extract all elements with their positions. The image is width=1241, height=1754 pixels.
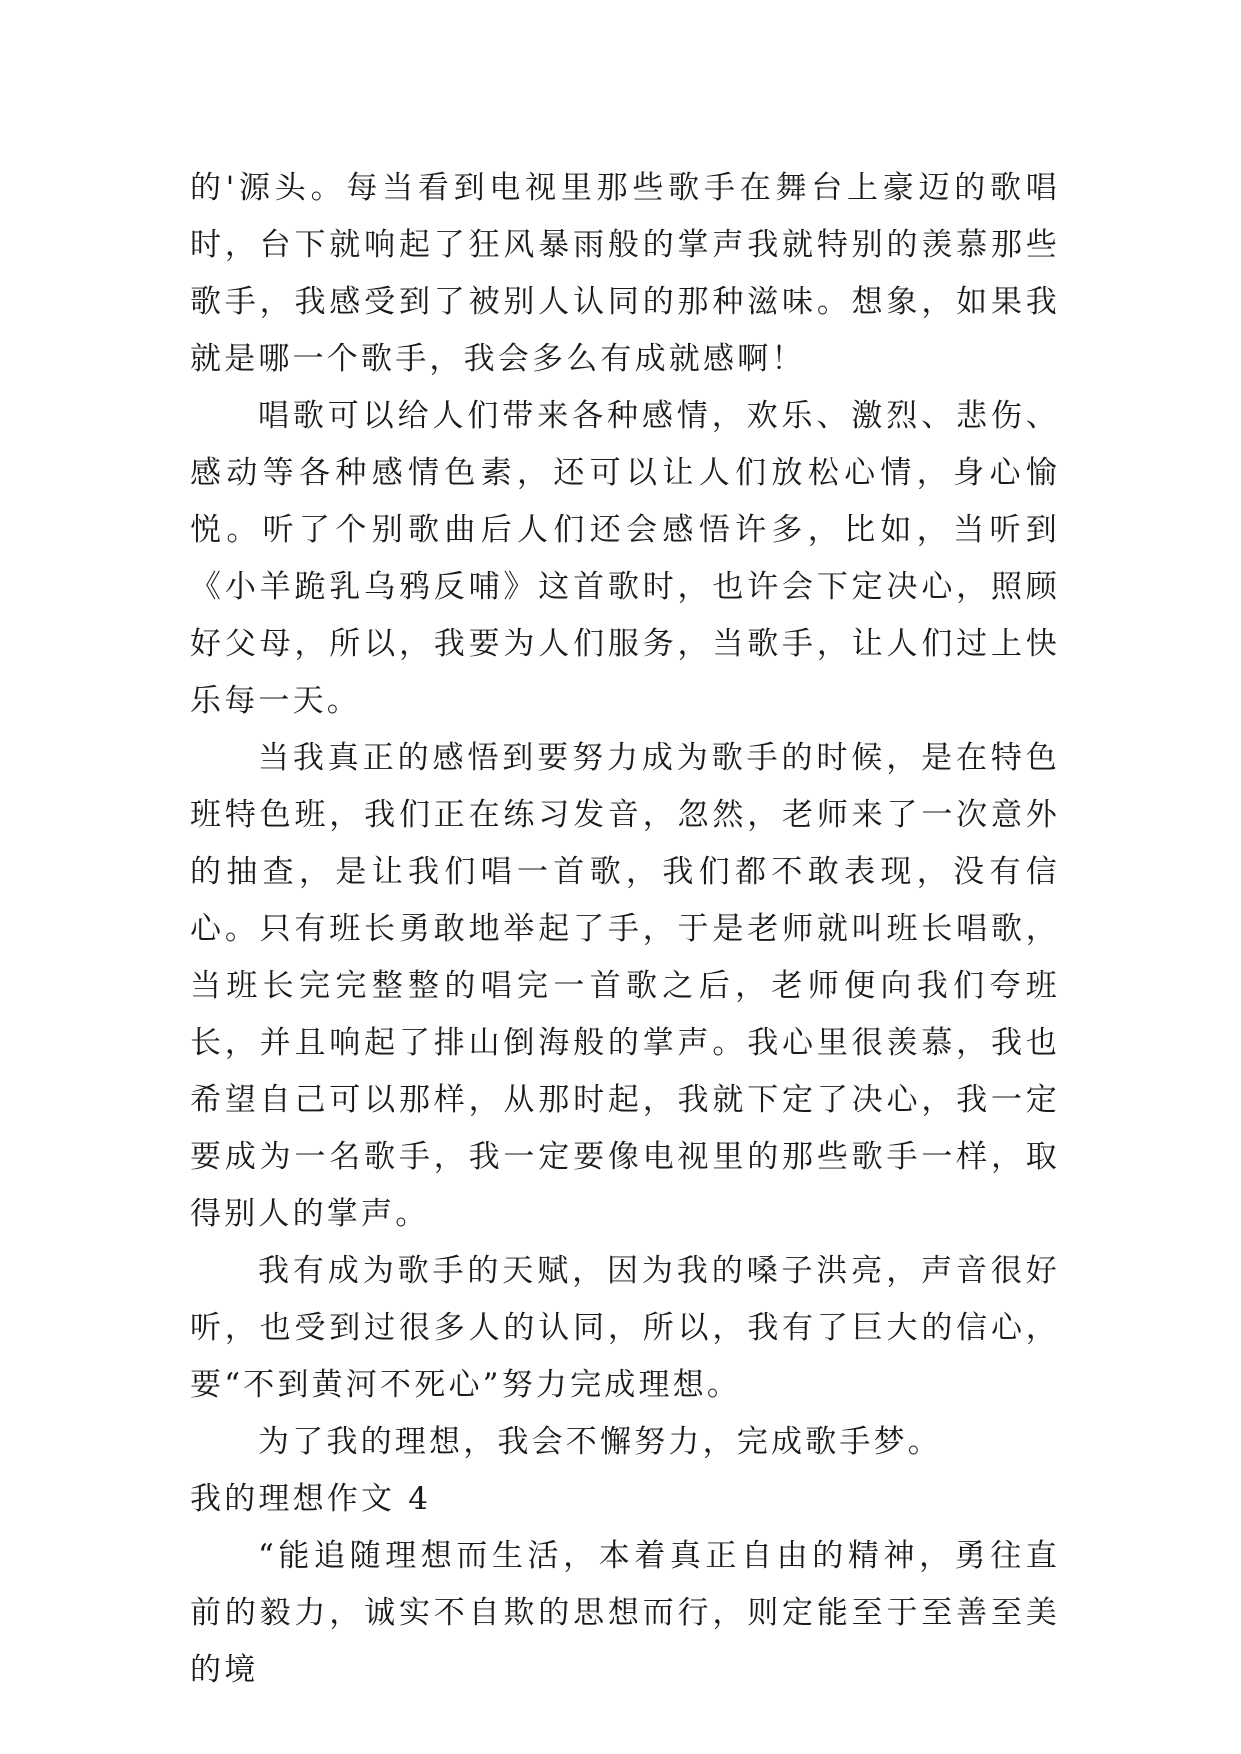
paragraph-4: 我有成为歌手的天赋，因为我的嗓子洪亮，声音很好听，也受到过很多人的认同，所以，我有了巨大的信心，要“不到黄河不死心”努力完成理想。 [190, 1253, 1060, 1403]
section-heading: 我的理想作文 4 [190, 1481, 432, 1517]
paragraph-2: 唱歌可以给人们带来各种感情，欢乐、激烈、悲伤、感动等各种感情色素，还可以让人们放松心情，身心愉悦。听了个别歌曲后人们还会感悟许多，比如，当听到《小羊跪乳乌鸦反哺》这首歌时，也许会下定决心，照顾好父母，所以，我要为人们服务，当歌手，让人们过上快乐每一天。 [190, 398, 1060, 719]
document-body [190, 160, 1060, 1699]
paragraph-5: 为了我的理想，我会不懈努力，完成歌手梦。 [258, 1424, 942, 1460]
paragraph-3: 当我真正的感悟到要努力成为歌手的时候，是在特色班特色班，我们正在练习发音，忽然，老师来了一次意外的抽查，是让我们唱一首歌，我们都不敢表现，没有信心。只有班长勇敢地举起了手，于是老师就叫班长唱歌，当班长完完整整的唱完一首歌之后，老师便向我们夸班长，并且响起了排山倒海般的掌声。我心里很羡慕，我也希望自己可以那样，从那时起，我就下定了决心，我一定要成为一名歌手，我一定要像电视里的那些歌手一样，取得别人的掌声。 [190, 740, 1060, 1232]
paragraph-1: 的'源头。每当看到电视里那些歌手在舞台上豪迈的歌唱时，台下就响起了狂风暴雨般的掌声我就特别的羡慕那些歌手，我感受到了被别人认同的那种滋味。想象，如果我就是哪一个歌手，我会多么有成就感啊！ [190, 170, 1060, 377]
paragraph-6: “能追随理想而生活，本着真正自由的精神，勇往直前的毅力，诚实不自欺的思想而行，则定能至于至善至美的境 [190, 1538, 1060, 1688]
